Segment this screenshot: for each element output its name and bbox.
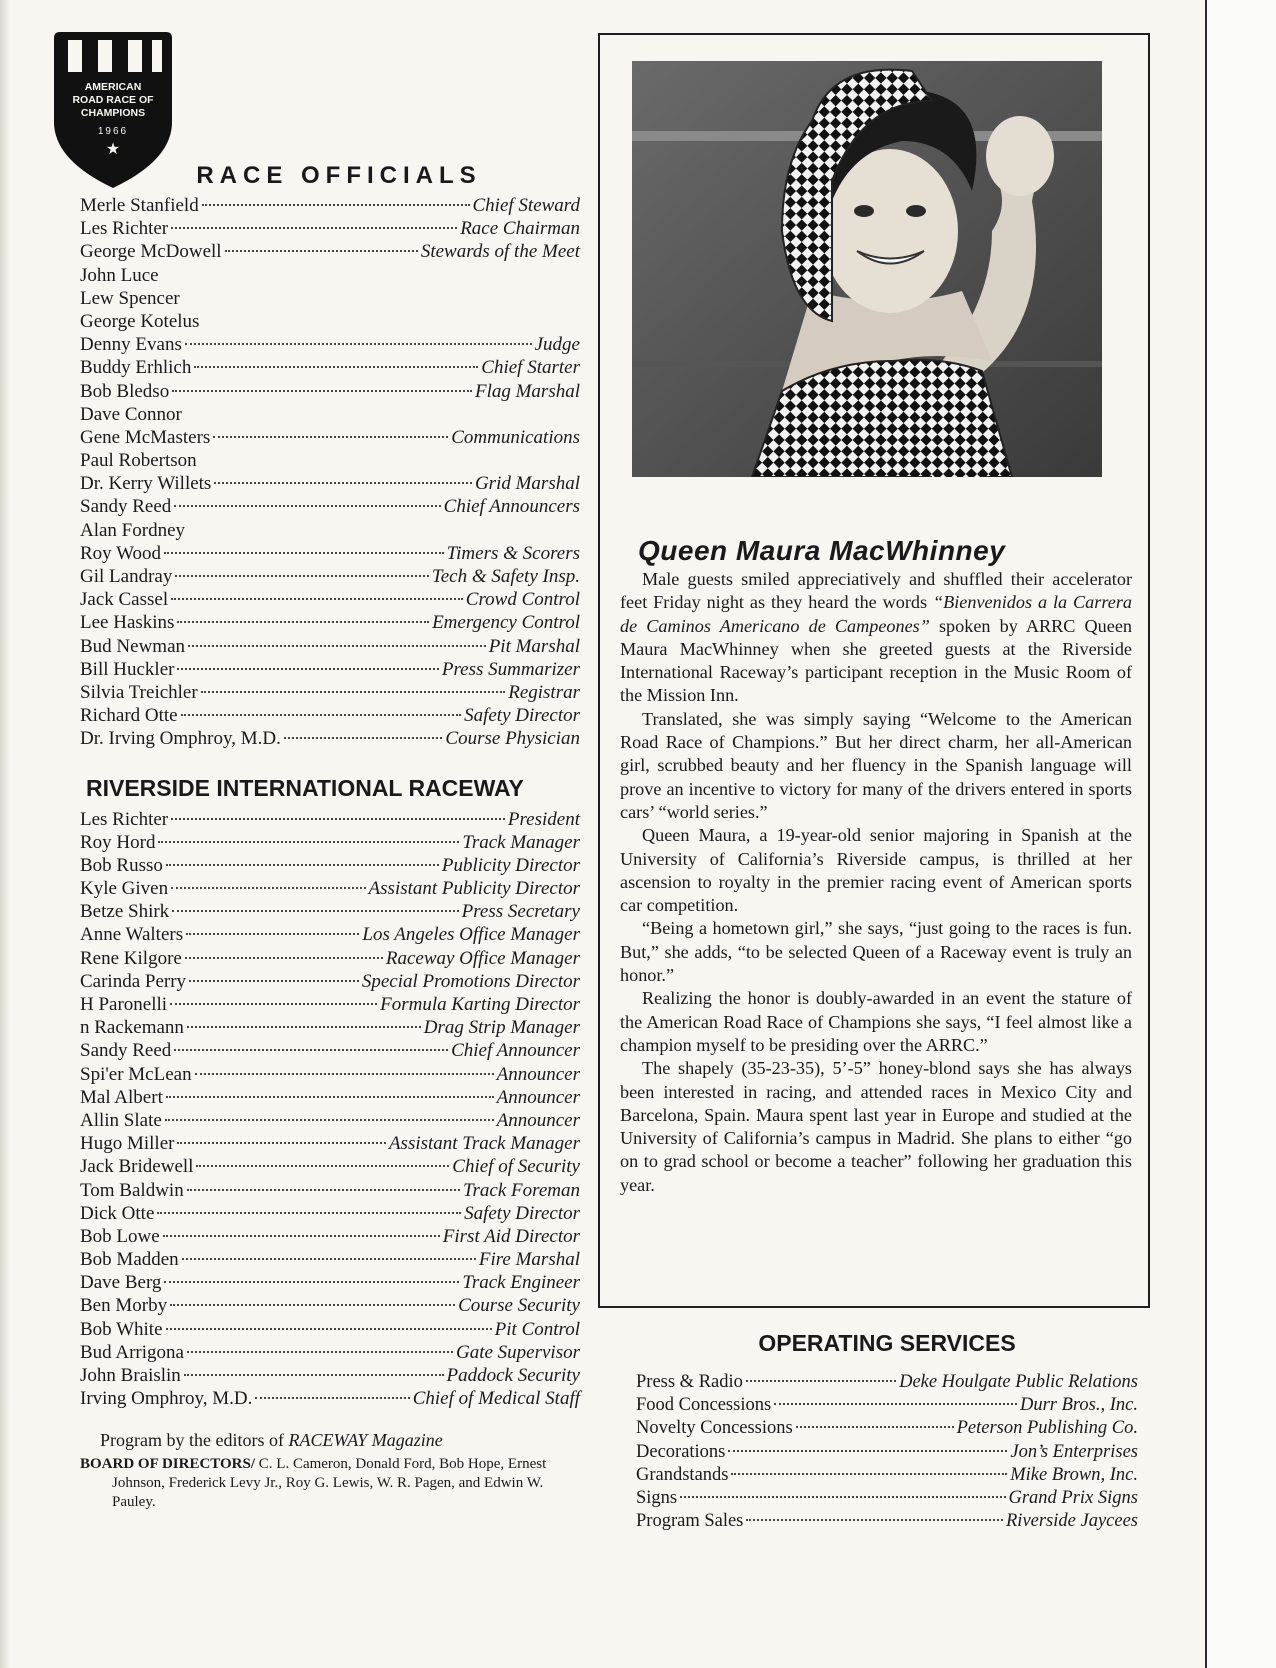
roster-role: Press Summarizer: [441, 658, 580, 680]
roster-row: [80, 194, 580, 217]
queen-photo: [632, 61, 1102, 477]
roster-row: [80, 565, 580, 588]
roster-name: George McDowell: [80, 241, 222, 263]
roster-row: [80, 264, 580, 287]
roster-row: [80, 727, 580, 750]
leader-dots: [174, 1049, 448, 1051]
roster-name: Hugo Miller: [80, 1133, 175, 1155]
roster-role: Assistant Track Manager: [388, 1133, 580, 1155]
roster-name: Bob Bledso: [80, 380, 170, 402]
roster-name: Les Richter: [80, 808, 169, 830]
roster-role: Assistant Publicity Director: [368, 878, 580, 900]
leader-dots: [796, 1426, 954, 1428]
badge-year: 1966: [97, 126, 129, 137]
leader-dots: [746, 1380, 896, 1382]
roster-row: [80, 1086, 580, 1109]
roster-row: [80, 356, 580, 379]
roster-role: Crowd Control: [465, 589, 580, 611]
roster-row: [80, 808, 580, 831]
roster-role: Announcer: [496, 1086, 580, 1108]
leader-dots: [177, 668, 438, 670]
article-paragraph-4: “Being a hometown girl,” she says, “just going to the races is fun. But,” she adds, “to be selected Queen of a Raceway event is truly an honor.”: [620, 918, 1132, 986]
roster-name: Dave Connor: [80, 403, 182, 425]
roster-row: [80, 1202, 580, 1225]
roster-name: Buddy Erhlich: [80, 357, 192, 379]
roster-role: Drag Strip Manager: [423, 1017, 580, 1039]
roster-role: Safety Director: [464, 1202, 580, 1224]
race-officials-list: [80, 194, 580, 751]
leader-dots: [172, 910, 458, 912]
leader-dots: [201, 691, 506, 693]
leader-dots: [171, 818, 505, 820]
roster-role: Publicity Director: [441, 854, 580, 876]
roster-role: Special Promotions Director: [361, 970, 580, 992]
leader-dots: [166, 864, 439, 866]
roster-name: Mal Albert: [80, 1086, 163, 1108]
leader-dots: [175, 575, 429, 577]
roster-role: Grid Marshal: [474, 473, 580, 495]
article-p1-quote: “Bienvenidos a la Carrera de Caminos Americano de Campeones”: [620, 592, 1132, 636]
leader-dots: [284, 737, 443, 739]
leader-dots: [728, 1450, 1007, 1452]
leader-dots: [165, 1119, 494, 1121]
roster-name: Denny Evans: [80, 334, 182, 356]
roster-row: [80, 1318, 580, 1341]
roster-role: Tech & Safety Insp.: [431, 566, 580, 587]
roster-row: [80, 900, 580, 923]
left-column: [80, 162, 580, 1512]
leader-dots: [195, 1073, 494, 1075]
roster-role: Riverside Jaycees: [1006, 1511, 1138, 1532]
roster-name: Alan Fordney: [80, 519, 186, 541]
leader-dots: [186, 933, 359, 935]
article-paragraph-5: Realizing the honor is doubly-awarded in an event the stature of the American Road Race of Champions she says, “I feel almost like a champion myself to be presiding over the ARRC.”: [620, 988, 1132, 1055]
leader-dots: [184, 1374, 444, 1376]
roster-row: [80, 1271, 580, 1294]
roster-role: Track Foreman: [463, 1179, 580, 1201]
article-paragraph-2: Translated, she was simply saying “Welcome to the American Road Race of Champions.” But her direct charm, her all-American girl, scrubbed beauty and her fluency in the Spanish language will prove an incentive to victory for many of the drivers entered in sports cars’ “world series.”: [620, 708, 1132, 822]
roster-name: Irving Omphroy, M.D.: [80, 1388, 253, 1410]
roster-row: [80, 947, 580, 970]
roster-role: Registrar: [508, 681, 580, 703]
roster-name: Lee Haskins: [80, 612, 175, 634]
roster-row: [80, 1039, 580, 1062]
roster-role: Course Security: [458, 1295, 580, 1317]
leader-dots: [213, 436, 448, 438]
roster-role: First Aid Director: [442, 1225, 580, 1247]
roster-role: Announcer: [496, 1109, 580, 1131]
roster-role: Announcer: [496, 1063, 580, 1085]
roster-row: [80, 287, 580, 310]
roster-row: [80, 426, 580, 449]
roster-role: Fire Marshal: [478, 1249, 580, 1271]
leader-dots: [188, 645, 486, 647]
roster-name: Bob White: [80, 1318, 163, 1340]
leader-dots: [174, 505, 440, 507]
leader-dots: [171, 227, 457, 229]
roster-role: Chief Steward: [472, 195, 580, 216]
leader-dots: [182, 1258, 476, 1260]
leader-dots: [196, 1165, 449, 1167]
roster-name: Dave Berg: [80, 1272, 162, 1294]
roster-name: Signs: [636, 1487, 678, 1508]
roster-name: Program Sales: [636, 1511, 744, 1532]
roster-row: [636, 1417, 1138, 1440]
roster-name: n Rackemann: [80, 1017, 184, 1039]
roster-role: Durr Bros., Inc.: [1019, 1395, 1138, 1416]
roster-name: Novelty Concessions: [636, 1418, 793, 1439]
roster-row: [636, 1371, 1138, 1394]
roster-row: [80, 449, 580, 472]
operating-services: [636, 1330, 1138, 1533]
roster-row: [80, 993, 580, 1016]
leader-dots: [157, 1212, 461, 1214]
leader-dots: [680, 1496, 1005, 1498]
article-paragraph-1: [620, 568, 1132, 708]
leader-dots: [746, 1519, 1003, 1521]
credit-prefix: Program by the editors of: [100, 1430, 289, 1451]
roster-row: [80, 877, 580, 900]
leader-dots: [166, 1328, 492, 1330]
page-edge-left: [0, 0, 10, 1668]
roster-name: Spi'er McLean: [80, 1063, 192, 1085]
roster-name: Sandy Reed: [80, 1040, 172, 1062]
roster-name: Bob Madden: [80, 1249, 179, 1271]
roster-name: Silvia Treichler: [80, 681, 198, 703]
program-credit: [100, 1430, 580, 1451]
roster-name: Bob Russo: [80, 854, 163, 876]
roster-row: [80, 704, 580, 727]
roster-role: Flag Marshal: [474, 380, 580, 402]
roster-row: [80, 635, 580, 658]
leader-dots: [774, 1403, 1017, 1405]
roster-name: Sandy Reed: [80, 496, 172, 518]
roster-role: Track Engineer: [462, 1272, 580, 1294]
roster-role: Pit Marshal: [488, 635, 580, 657]
leader-dots: [187, 1189, 460, 1191]
roster-role: Chief Announcer: [451, 1040, 580, 1062]
roster-row: [636, 1464, 1138, 1487]
article-p1-a: Male guests smiled appreciatively and shuffled their accelerator feet Friday night as they heard the words: [620, 569, 1132, 613]
roster-name: Jack Bridewell: [80, 1156, 194, 1178]
roster-row: [80, 403, 580, 426]
leader-dots: [185, 957, 383, 959]
roster-role: Race Chairman: [460, 218, 580, 240]
roster-name: Carinda Perry: [80, 970, 187, 992]
roster-row: [636, 1487, 1138, 1510]
leader-dots: [171, 887, 365, 889]
leader-dots: [177, 621, 429, 623]
leader-dots: [214, 482, 472, 484]
roster-name: Dr. Kerry Willets: [80, 473, 212, 495]
roster-name: Lew Spencer: [80, 287, 180, 309]
roster-name: Richard Otte: [80, 705, 178, 727]
roster-row: [80, 310, 580, 333]
leader-dots: [187, 1026, 421, 1028]
roster-row: [80, 1294, 580, 1317]
roster-name: John Luce: [80, 264, 159, 286]
roster-role: Safety Director: [464, 705, 580, 727]
feature-title: Queen Maura MacWhinney: [638, 535, 1006, 566]
roster-row: [80, 681, 580, 704]
roster-row: [80, 333, 580, 356]
roster-row: [80, 1016, 580, 1039]
roster-role: Timers & Scorers: [446, 542, 580, 564]
roster-role: Stewards of the Meet: [420, 241, 580, 263]
roster-name: Betze Shirk: [80, 901, 170, 923]
roster-role: Jon’s Enterprises: [1010, 1441, 1138, 1462]
leader-dots: [163, 1235, 440, 1237]
roster-name: Bud Newman: [80, 635, 186, 657]
roster-name: Les Richter: [80, 218, 169, 240]
roster-role: Chief Starter: [481, 357, 580, 379]
leader-dots: [225, 250, 418, 252]
page-edge-right: [1205, 0, 1276, 1668]
leader-dots: [177, 1142, 385, 1144]
roster-row: [80, 240, 580, 263]
roster-row: [80, 1179, 580, 1202]
roster-role: Chief of Security: [452, 1156, 580, 1178]
roster-name: Jack Cassel: [80, 589, 169, 611]
roster-role: Formula Karting Director: [380, 994, 580, 1015]
leader-dots: [170, 1304, 455, 1306]
roster-name: Allin Slate: [80, 1109, 162, 1131]
roster-name: Merle Stanfield: [80, 195, 199, 216]
roster-role: President: [507, 808, 580, 830]
leader-dots: [171, 598, 463, 600]
roster-role: Gate Supervisor: [455, 1341, 580, 1363]
roster-row: [80, 519, 580, 542]
roster-name: Roy Hord: [80, 831, 156, 853]
roster-role: Grand Prix Signs: [1008, 1487, 1138, 1508]
leader-dots: [166, 1096, 494, 1098]
badge-line-1: AMERICAN: [84, 81, 142, 93]
roster-name: Grandstands: [636, 1464, 729, 1485]
roster-name: Bob Lowe: [80, 1225, 160, 1247]
roster-role: Peterson Publishing Co.: [956, 1418, 1138, 1439]
roster-row: [80, 472, 580, 495]
leader-dots: [202, 204, 470, 206]
roster-row: [80, 588, 580, 611]
roster-name: Press & Radio: [636, 1372, 743, 1392]
roster-row: [80, 1364, 580, 1387]
roster-name: Gene McMasters: [80, 426, 211, 448]
roster-role: Course Physician: [445, 728, 580, 750]
board-label: BOARD OF DIRECTORS/: [80, 1456, 256, 1473]
leader-dots: [172, 390, 472, 392]
roster-row: [80, 380, 580, 403]
star-icon: ★: [105, 139, 121, 158]
raceway-staff-list: [80, 808, 580, 1411]
roster-row: [636, 1441, 1138, 1464]
roster-role: Deke Houlgate Public Relations: [899, 1372, 1138, 1392]
board-of-directors: [80, 1455, 580, 1512]
roster-row: [80, 1132, 580, 1155]
operating-services-list: [636, 1371, 1138, 1533]
roster-row: [80, 1387, 580, 1410]
roster-role: Paddock Security: [446, 1365, 580, 1386]
roster-name: George Kotelus: [80, 310, 200, 332]
roster-role: Press Secretary: [461, 901, 580, 923]
roster-row: [80, 1109, 580, 1132]
leader-dots: [164, 552, 444, 554]
badge-line-3: CHAMPIONS: [80, 107, 146, 119]
roster-row: [636, 1394, 1138, 1417]
leader-dots: [170, 1003, 377, 1005]
roster-role: Chief of Medical Staff: [412, 1388, 580, 1410]
roster-name: Rene Kilgore: [80, 947, 182, 969]
roster-role: Los Angeles Office Manager: [362, 924, 580, 946]
roster-row: [80, 831, 580, 854]
article-paragraph-6: The shapely (35-23-35), 5’-5” honey-blond says she has always been interested in racing, and attended races in Mexico City and Barcelona, Spain. Maura spent last year in Europe and studied at the University of California’s campus in Madrid. She plans to either “go on to grad school or become a teacher” following her graduation this year.: [620, 1058, 1132, 1195]
roster-row: [80, 970, 580, 993]
roster-role: Mike Brown, Inc.: [1010, 1464, 1138, 1485]
roster-row: [80, 1248, 580, 1271]
roster-role: Emergency Control: [432, 612, 580, 634]
roster-row: [80, 1063, 580, 1086]
leader-dots: [255, 1397, 409, 1399]
leader-dots: [189, 980, 359, 982]
roster-row: [80, 854, 580, 877]
operating-services-title: OPERATING SERVICES: [758, 1330, 1016, 1356]
roster-row: [80, 495, 580, 518]
leader-dots: [181, 714, 461, 716]
roster-row: [80, 542, 580, 565]
article-paragraph-3: Queen Maura, a 19-year-old senior majoring in Spanish at the University of California’s Riverside campus, is thrilled at her ascension to royalty in the premier racing event of American sports car competition.: [620, 825, 1132, 916]
roster-name: Dick Otte: [80, 1202, 155, 1224]
raceway-title: RIVERSIDE INTERNATIONAL RACEWAY: [86, 774, 524, 801]
badge-line-2: ROAD RACE OF: [72, 94, 154, 106]
credit-magazine: RACEWAY Magazine: [288, 1430, 443, 1451]
roster-name: Roy Wood: [80, 542, 161, 564]
leader-dots: [164, 1281, 459, 1283]
roster-row: [636, 1510, 1138, 1533]
roster-role: Judge: [534, 334, 580, 356]
roster-name: Bill Huckler: [80, 658, 175, 680]
board-members: C. L. Cameron, Donald Ford, Bob Hope, Ernest Johnson, Frederick Levy Jr., Roy G. Lewis, W. R. Pagen, and Edwin W. Pauley.: [112, 1456, 547, 1511]
roster-name: Decorations: [636, 1441, 726, 1462]
roster-name: Gil Landray: [80, 566, 173, 587]
article-p1-b: spoken by ARRC Queen Maura MacWhinney when she greeted guests at the Riverside International Raceway’s participant reception in the Music Room of the Mission Inn.: [620, 615, 1132, 706]
roster-role: Communications: [451, 426, 580, 448]
roster-row: [80, 658, 580, 681]
leader-dots: [158, 841, 459, 843]
roster-row: [80, 923, 580, 946]
roster-name: Tom Baldwin: [80, 1179, 184, 1201]
leader-dots: [194, 366, 478, 368]
roster-role: Raceway Office Manager: [385, 947, 580, 969]
roster-row: [80, 1225, 580, 1248]
roster-name: John Braislin: [80, 1365, 181, 1386]
roster-name: Bud Arrigona: [80, 1341, 184, 1363]
roster-row: [80, 1341, 580, 1364]
leader-dots: [731, 1473, 1007, 1475]
roster-row: [80, 1155, 580, 1178]
roster-name: H Paronelli: [80, 994, 168, 1015]
roster-name: Paul Robertson: [80, 450, 197, 472]
roster-role: Pit Control: [494, 1318, 580, 1340]
roster-name: Anne Walters: [80, 924, 184, 946]
roster-role: Chief Announcers: [443, 496, 580, 518]
roster-row: [80, 611, 580, 634]
leader-dots: [187, 1351, 453, 1353]
feature-article: [620, 568, 1132, 1197]
roster-row: [80, 217, 580, 240]
queen-feature-box: [598, 33, 1150, 1308]
leader-dots: [185, 343, 532, 345]
roster-name: Dr. Irving Omphroy, M.D.: [80, 728, 281, 750]
race-officials-title: RACE OFFICIALS: [196, 162, 482, 189]
roster-name: Kyle Given: [80, 878, 169, 900]
roster-role: Track Manager: [462, 831, 580, 853]
roster-name: Food Concessions: [636, 1395, 772, 1416]
roster-name: Ben Morby: [80, 1295, 168, 1317]
